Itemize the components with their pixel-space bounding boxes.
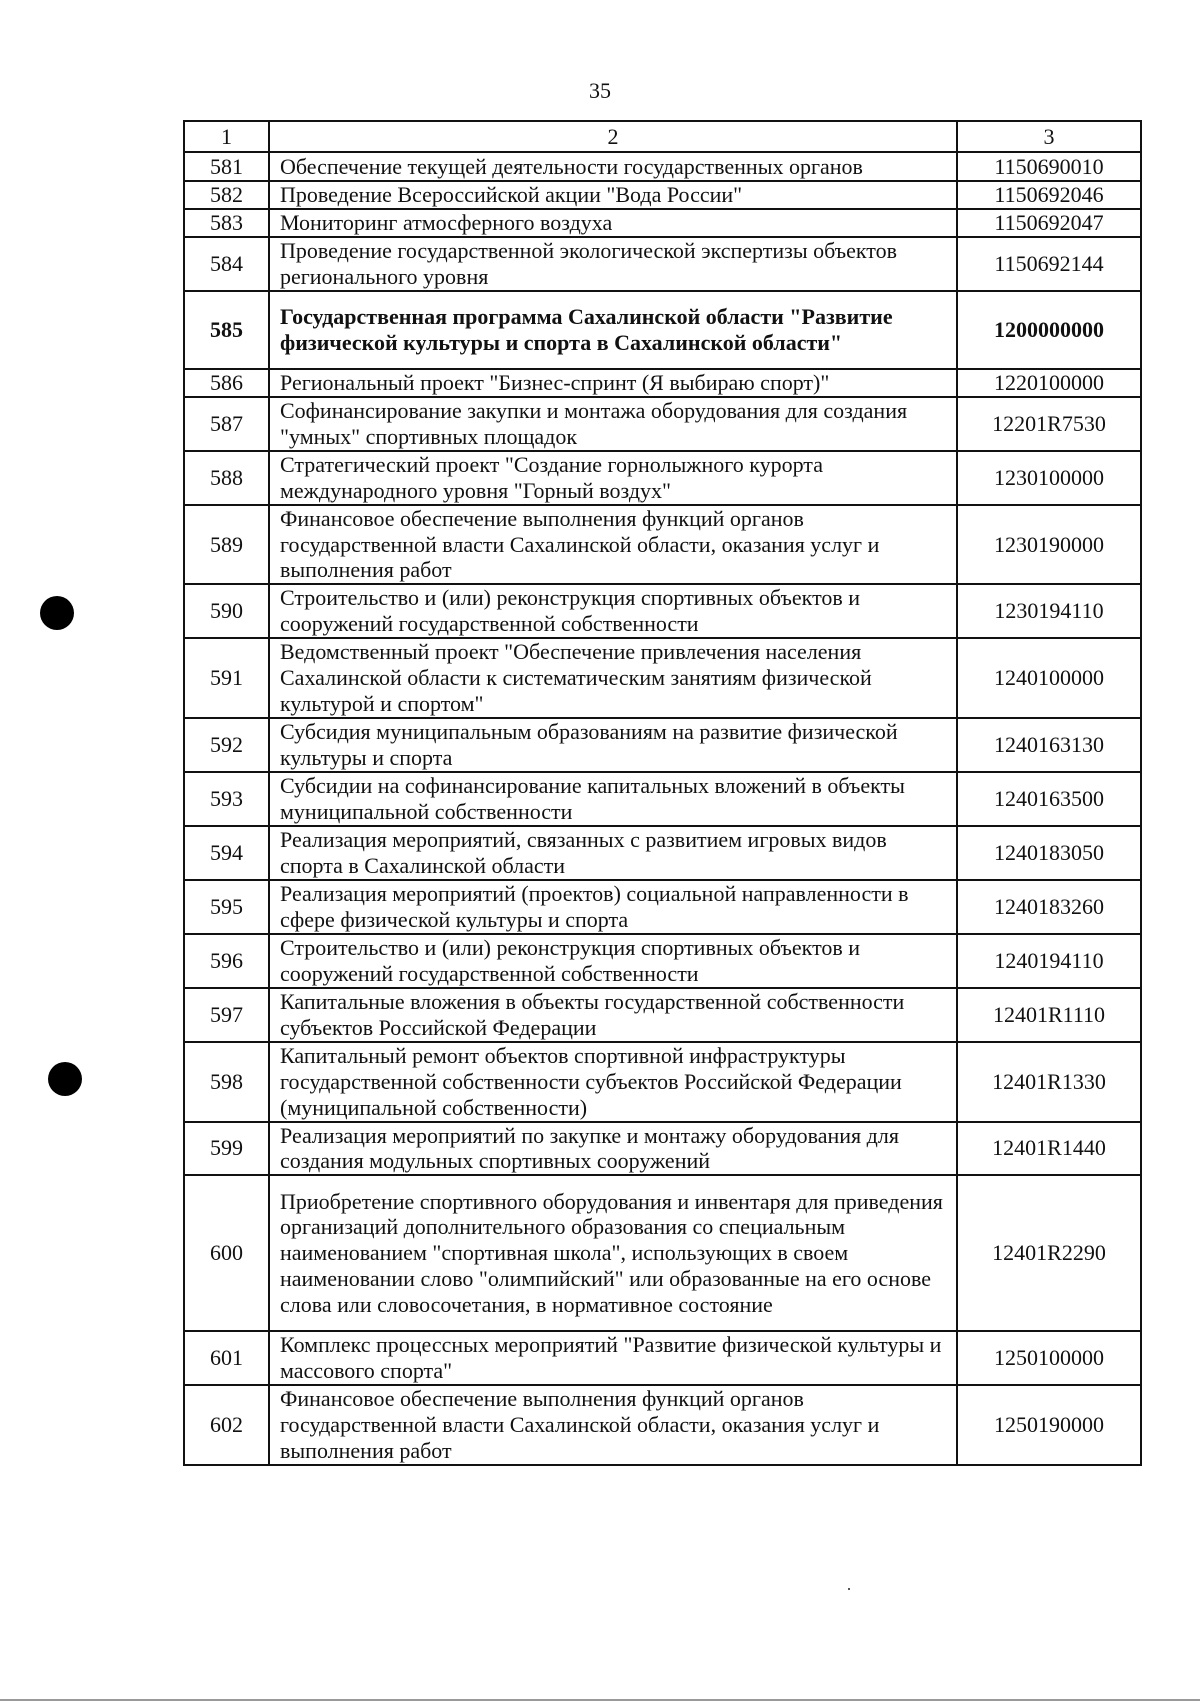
table-header-row [184,121,1141,152]
row-description: Капитальный ремонт объектов спортивной инфраструктуры государственной собственности субъектов Российской Федерации (муниципальной собственности) [269,1042,957,1122]
row-number: 598 [184,1042,269,1122]
row-number: 590 [184,584,269,638]
row-number: 601 [184,1331,269,1385]
table-row [184,1122,1141,1176]
row-code: 1240194110 [957,934,1141,988]
row-number: 581 [184,152,269,181]
row-description: Проведение государственной экологической экспертизы объектов регионального уровня [269,237,957,291]
row-description: Государственная программа Сахалинской области "Развитие физической культуры и спорта в Сахалинской области" [269,291,957,369]
row-description: Субсидии на софинансирование капитальных вложений в объекты муниципальной собственности [269,772,957,826]
table-row [184,237,1141,291]
table-row [184,584,1141,638]
row-description: Стратегический проект "Создание горнолыжного курорта международного уровня "Горный воздух" [269,451,957,505]
row-description: Реализация мероприятий (проектов) социальной направленности в сфере физической культуры и спорта [269,880,957,934]
table-row [184,505,1141,585]
row-code: 1150692046 [957,181,1141,209]
row-code: 1240183260 [957,880,1141,934]
table-row [184,880,1141,934]
table-row [184,1331,1141,1385]
row-code: 12401R1330 [957,1042,1141,1122]
table-row [184,152,1141,181]
table-row [184,1042,1141,1122]
table-row [184,988,1141,1042]
row-description: Строительство и (или) реконструкция спортивных объектов и сооружений государственной собственности [269,584,957,638]
table-row [184,1175,1141,1331]
row-description: Строительство и (или) реконструкция спортивных объектов и сооружений государственной собственности [269,934,957,988]
punch-hole-upper [40,596,74,630]
code-table [183,120,1142,1466]
row-number: 599 [184,1122,269,1176]
row-code: 1230190000 [957,505,1141,585]
table-row [184,638,1141,718]
row-code: 1240163130 [957,718,1141,772]
row-number: 600 [184,1175,269,1331]
header-col-1: 1 [184,121,269,152]
row-number: 594 [184,826,269,880]
row-number: 589 [184,505,269,585]
table-row [184,772,1141,826]
row-number: 585 [184,291,269,369]
row-code: 1250190000 [957,1385,1141,1465]
row-code: 1240183050 [957,826,1141,880]
table-row [184,209,1141,237]
row-code: 12201R7530 [957,397,1141,451]
row-number: 584 [184,237,269,291]
row-code: 1200000000 [957,291,1141,369]
header-col-2: 2 [269,121,957,152]
row-code: 1230100000 [957,451,1141,505]
row-description: Комплекс процессных мероприятий "Развитие физической культуры и массового спорта" [269,1331,957,1385]
row-description: Региональный проект "Бизнес-спринт (Я выбираю спорт)" [269,369,957,397]
table-row [184,718,1141,772]
row-description: Ведомственный проект "Обеспечение привлечения населения Сахалинской области к систематическим занятиям физической культурой и спортом" [269,638,957,718]
row-number: 587 [184,397,269,451]
row-description: Реализация мероприятий по закупке и монтажу оборудования для создания модульных спортивных сооружений [269,1122,957,1176]
row-code: 12401R1110 [957,988,1141,1042]
page-number: 35 [589,78,611,103]
row-number: 588 [184,451,269,505]
row-description: Субсидия муниципальным образованиям на развитие физической культуры и спорта [269,718,957,772]
row-code: 12401R2290 [957,1175,1141,1331]
row-code: 1150690010 [957,152,1141,181]
table-row [184,291,1141,369]
row-number: 586 [184,369,269,397]
table-row [184,397,1141,451]
row-code: 1240100000 [957,638,1141,718]
row-description: Финансовое обеспечение выполнения функций органов государственной власти Сахалинской области, оказания услуг и выполнения работ [269,505,957,585]
table-row [184,181,1141,209]
table-row [184,826,1141,880]
row-number: 593 [184,772,269,826]
table-row [184,934,1141,988]
row-description: Финансовое обеспечение выполнения функций органов государственной власти Сахалинской области, оказания услуг и выполнения работ [269,1385,957,1465]
bottom-scan-edge [0,1699,1200,1701]
row-number: 591 [184,638,269,718]
row-number: 602 [184,1385,269,1465]
punch-hole-lower [48,1062,82,1096]
row-number: 595 [184,880,269,934]
row-description: Мониторинг атмосферного воздуха [269,209,957,237]
row-number: 597 [184,988,269,1042]
row-code: 1150692047 [957,209,1141,237]
table-row [184,451,1141,505]
scan-speck [848,1588,850,1590]
row-code: 12401R1440 [957,1122,1141,1176]
table-row [184,1385,1141,1465]
row-code: 1150692144 [957,237,1141,291]
row-code: 1220100000 [957,369,1141,397]
row-code: 1250100000 [957,1331,1141,1385]
row-description: Софинансирование закупки и монтажа оборудования для создания "умных" спортивных площадок [269,397,957,451]
row-code: 1230194110 [957,584,1141,638]
row-description: Проведение Всероссийской акции "Вода России" [269,181,957,209]
header-col-3: 3 [957,121,1141,152]
row-description: Капитальные вложения в объекты государственной собственности субъектов Российской Федерации [269,988,957,1042]
row-description: Реализация мероприятий, связанных с развитием игровых видов спорта в Сахалинской области [269,826,957,880]
row-number: 592 [184,718,269,772]
row-description: Обеспечение текущей деятельности государственных органов [269,152,957,181]
row-number: 596 [184,934,269,988]
row-description: Приобретение спортивного оборудования и инвентаря для приведения организаций дополнительного образования со специальным наименованием "спортивная школа", использующих в своем наименовании слово "олимпийский" или образованные на его основе слова или словосочетания, в нормативное состояние [269,1175,957,1331]
table-row [184,369,1141,397]
row-number: 582 [184,181,269,209]
row-code: 1240163500 [957,772,1141,826]
row-number: 583 [184,209,269,237]
